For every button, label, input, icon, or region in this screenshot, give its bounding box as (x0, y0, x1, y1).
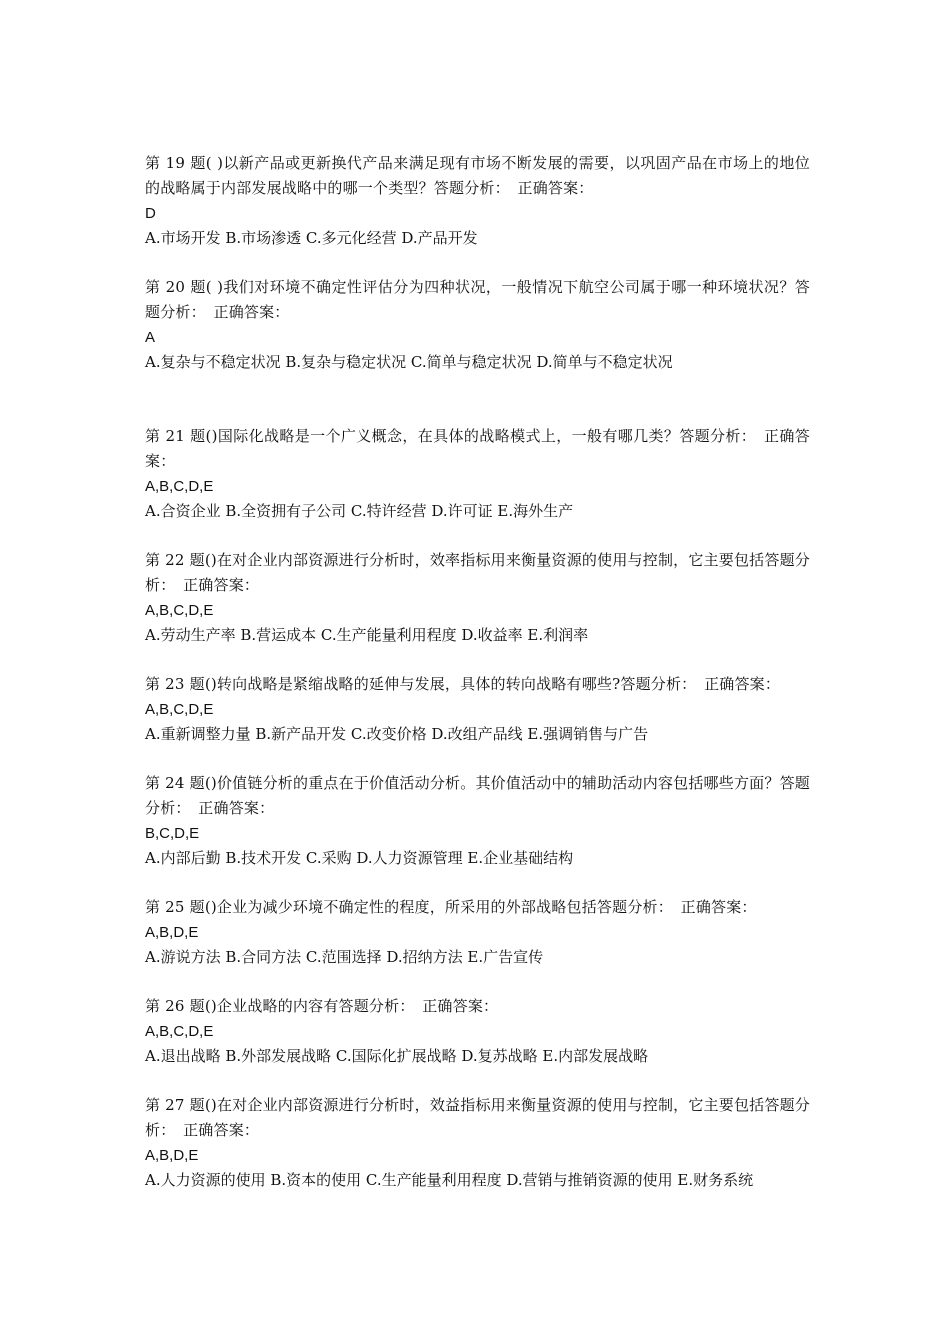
question-text: 第 22 题()在对企业内部资源进行分析时，效率指标用来衡量资源的使用与控制，它主要包括答题分析： 正确答案： (145, 551, 810, 594)
question-answer: B,C,D,E (145, 825, 200, 842)
question-options: A.内部后勤 B.技术开发 C.采购 D.人力资源管理 E.企业基础结构 (145, 849, 574, 867)
question-options: A.市场开发 B.市场渗透 C.多元化经营 D.产品开发 (145, 229, 478, 247)
question-24 (145, 771, 810, 871)
question-options: A.人力资源的使用 B.资本的使用 C.生产能量利用程度 D.营销与推销资源的使用 E.财务系统 (145, 1171, 754, 1189)
question-answer: A,B,D,E (145, 1147, 199, 1164)
question-22 (145, 548, 810, 648)
question-text: 第 21 题()国际化战略是一个广义概念，在具体的战略模式上，一般有哪几类？答题分析： 正确答案： (145, 427, 810, 470)
question-text: 第 24 题()价值链分析的重点在于价值活动分析。其价值活动中的辅助活动内容包括哪些方面？答题分析： 正确答案： (145, 774, 810, 817)
question-19 (145, 151, 810, 251)
question-options: A.复杂与不稳定状况 B.复杂与稳定状况 C.简单与稳定状况 D.简单与不稳定状况 (145, 353, 673, 371)
question-23 (145, 672, 810, 747)
question-answer: A,B,D,E (145, 924, 199, 941)
question-answer: A,B,C,D,E (145, 1023, 214, 1040)
question-text: 第 20 题( )我们对环境不确定性评估分为四种状况，一般情况下航空公司属于哪一种环境状况？答题分析： 正确答案： (145, 278, 810, 321)
question-answer: A,B,C,D,E (145, 602, 214, 619)
question-answer: A,B,C,D,E (145, 701, 214, 718)
question-options: A.重新调整力量 B.新产品开发 C.改变价格 D.改组产品线 E.强调销售与广告 (145, 725, 649, 743)
question-text: 第 26 题()企业战略的内容有答题分析： 正确答案： (145, 997, 499, 1015)
question-answer: A (145, 329, 156, 346)
question-options: A.退出战略 B.外部发展战略 C.国际化扩展战略 D.复苏战略 E.内部发展战略 (145, 1047, 649, 1065)
question-list (145, 151, 810, 1217)
question-options: A.劳动生产率 B.营运成本 C.生产能量利用程度 D.收益率 E.利润率 (145, 626, 589, 644)
question-options: A.合资企业 B.全资拥有子公司 C.特许经营 D.许可证 E.海外生产 (145, 502, 574, 520)
question-27 (145, 1093, 810, 1193)
question-text: 第 27 题()在对企业内部资源进行分析时，效益指标用来衡量资源的使用与控制，它主要包括答题分析： 正确答案： (145, 1096, 810, 1139)
question-21 (145, 424, 810, 524)
question-text: 第 19 题( )以新产品或更新换代产品来满足现有市场不断发展的需要，以巩固产品在市场上的地位的战略属于内部发展战略中的哪一个类型？答题分析： 正确答案： (145, 154, 810, 197)
question-text: 第 25 题()企业为减少环境不确定性的程度，所采用的外部战略包括答题分析： 正确答案： (145, 898, 757, 916)
question-options: A.游说方法 B.合同方法 C.范围选择 D.招纳方法 E.广告宣传 (145, 948, 544, 966)
question-20 (145, 275, 810, 375)
question-26 (145, 994, 810, 1069)
question-text: 第 23 题()转向战略是紧缩战略的延伸与发展，具体的转向战略有哪些?答题分析： 正确答案： (145, 675, 781, 693)
question-answer: A,B,C,D,E (145, 478, 214, 495)
question-25 (145, 895, 810, 970)
question-answer: D (145, 205, 156, 222)
